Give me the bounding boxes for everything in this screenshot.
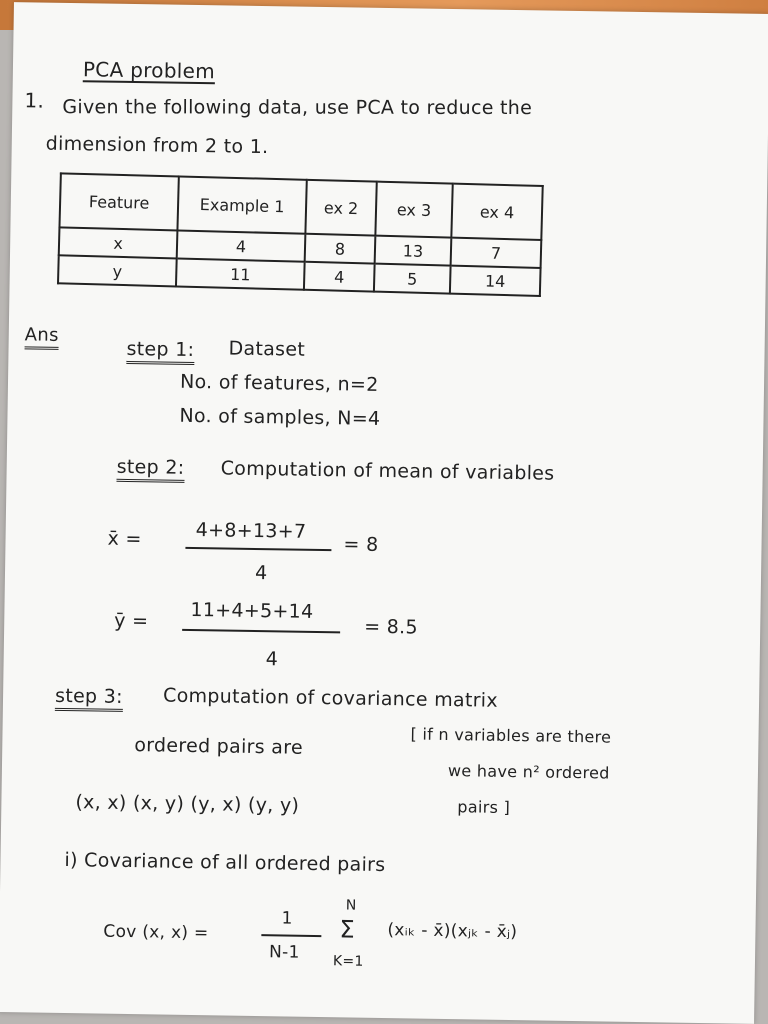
table-cell: 8	[305, 234, 376, 264]
table-cell: 5	[374, 264, 451, 294]
ybar-denominator: 4	[265, 648, 279, 671]
xbar-lhs: x̄ =	[107, 527, 142, 551]
step1-features: No. of features, n=2	[179, 370, 379, 396]
table-cell: 4	[304, 262, 375, 292]
notebook-page	[0, 2, 768, 1024]
table-cell: 14	[450, 266, 541, 296]
ybar-lhs: ȳ =	[114, 609, 149, 633]
sum-upper-limit: N	[345, 897, 357, 914]
step1-heading: Dataset	[228, 337, 306, 361]
covariance-subheading: i) Covariance of all ordered pairs	[64, 849, 386, 877]
ordered-pairs-label: ordered pairs are	[134, 734, 304, 759]
cov-lhs: Cov (x, x) =	[103, 921, 209, 944]
ordered-pairs-end: pairs ]	[457, 797, 511, 818]
table-header-cell: Feature	[59, 173, 178, 230]
cov-numerator: 1	[281, 908, 293, 929]
step3-heading: Computation of covariance matrix	[162, 684, 499, 712]
ordered-pairs-list: (x, x) (x, y) (y, x) (y, y)	[75, 791, 300, 817]
step2-title: step 2:	[116, 456, 184, 483]
note-line-2: we have n² ordered	[447, 761, 610, 783]
page-title: PCA problem	[82, 57, 216, 84]
table-cell: 7	[451, 238, 542, 268]
cov-fraction-bar	[261, 934, 321, 937]
xbar-denominator: 4	[254, 561, 268, 585]
table-header-cell: Example 1	[177, 176, 306, 233]
answer-label: Ans	[25, 324, 59, 350]
table-header-cell: ex 2	[305, 180, 376, 236]
table-cell: 13	[375, 236, 452, 266]
sum-symbol: Σ	[339, 915, 356, 944]
ybar-result: = 8.5	[364, 615, 419, 639]
data-table	[57, 172, 544, 297]
note-line-1: [ if n variables are there	[410, 724, 612, 747]
ybar-numerator: 11+4+5+14	[190, 598, 314, 623]
step1-title: step 1:	[126, 338, 194, 365]
question-number: 1.	[24, 88, 45, 113]
table-header-cell: ex 4	[451, 184, 542, 240]
step1-samples: No. of samples, N=4	[179, 404, 381, 430]
table-cell: 4	[177, 230, 306, 261]
step3-title: step 3:	[55, 685, 123, 712]
xbar-numerator: 4+8+13+7	[195, 519, 307, 543]
sum-term: (xᵢₖ - x̄)(xⱼₖ - x̄ⱼ)	[387, 920, 518, 943]
table-cell: x	[59, 227, 178, 258]
ybar-fraction-bar	[182, 629, 340, 633]
sum-lower-limit: K=1	[332, 953, 364, 970]
table-cell: y	[58, 255, 177, 286]
table-cell: 11	[176, 258, 305, 289]
xbar-result: = 8	[343, 533, 379, 556]
xbar-fraction-bar	[185, 547, 331, 551]
question-line-1: Given the following data, use PCA to reduce the	[62, 96, 533, 119]
question-line-2: dimension from 2 to 1.	[45, 132, 269, 159]
table-header-cell: ex 3	[375, 182, 452, 238]
step2-heading: Computation of mean of variables	[220, 457, 555, 485]
cov-denominator: N-1	[268, 942, 300, 963]
